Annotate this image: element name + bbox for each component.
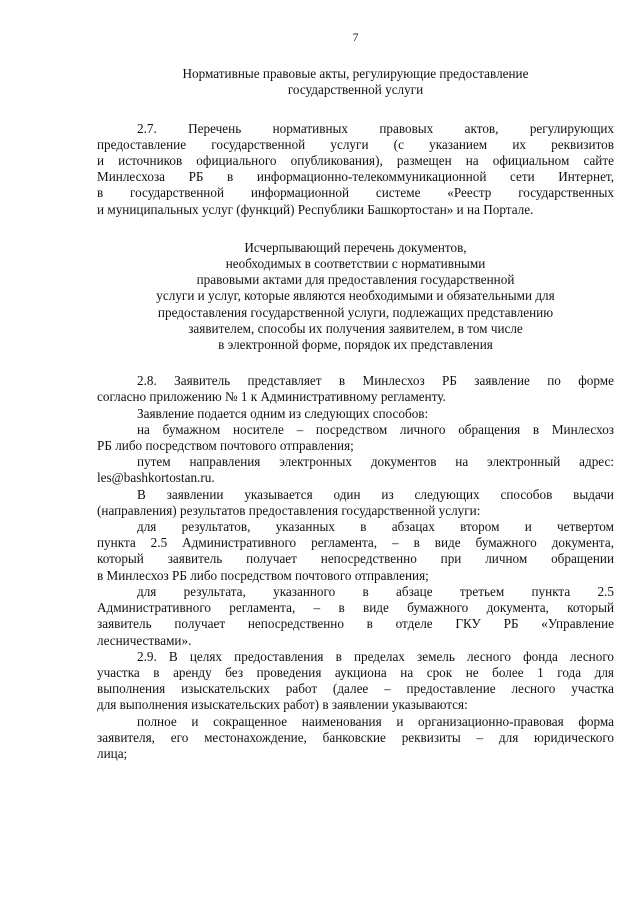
text-line: 2.7. Перечень нормативных правовых актов, регулирующих: [137, 120, 614, 136]
text-line: (направления) результатов предоставления государственной услуги:: [97, 502, 481, 518]
section-heading-documents: [97, 240, 614, 353]
heading-line: Исчерпывающий перечень документов,: [244, 239, 467, 255]
text-line: РБ либо посредством почтового отправления;: [97, 438, 354, 454]
text-line: пункта 2.5 Административного регламента, – в виде бумажного документа,: [97, 535, 614, 551]
text-line: который заявитель получает непосредственно при личном обращении: [97, 551, 614, 567]
heading-line: правовыми актами для предоставления государственной: [196, 272, 515, 288]
paragraph-submission-methods: [97, 406, 614, 422]
text-line: в Минлесхоз РБ либо посредством почтового отправления;: [97, 567, 429, 583]
text-line: и муниципальных услуг (функций) Республики Башкортостан» и на Портале.: [97, 201, 534, 217]
heading-line: государственной услуги: [287, 82, 424, 98]
heading-line: необходимых в соответствии с нормативными: [225, 256, 486, 272]
text-line: 2.9. В целях предоставления в пределах земель лесного фонда лесного: [137, 648, 614, 664]
page-number: 7: [352, 32, 359, 44]
text-line: заявитель получает непосредственно в отделе ГКУ РБ «Управление: [97, 616, 614, 632]
text-line: для результата, указанного в абзаце третьем пункта 2.5: [137, 583, 614, 599]
paragraph-result-department: [97, 584, 614, 649]
text-line: лесничествами».: [97, 632, 192, 648]
text-line: и источников официального опубликования), размещен на официальном сайте: [97, 153, 614, 169]
text-line: Административного регламента, – в виде бумажного документа, который: [97, 600, 614, 616]
heading-line: предоставления государственной услуги, подлежащих представлению: [157, 304, 554, 320]
text-line: В заявлении указывается один из следующих способов выдачи: [137, 486, 614, 502]
text-line: путем направления электронных документов на электронный адрес:: [137, 454, 614, 470]
paragraph-issue-methods: [97, 487, 614, 519]
text-line: 2.8. Заявитель представляет в Минлесхоз РБ заявление по форме: [137, 373, 614, 389]
paragraph-2-7: [97, 121, 614, 218]
text-line: в государственной информационной системе «Реестр государственных: [97, 185, 614, 201]
heading-line: в электронной форме, порядок их представления: [218, 337, 493, 353]
text-line: полное и сокращенное наименования и организационно-правовая форма: [137, 713, 614, 729]
text-line: Заявление подается одним из следующих способов:: [137, 405, 429, 421]
text-line: Минлесхоза РБ в информационно-телекоммуникационной сети Интернет,: [97, 169, 614, 185]
email-address: les@bashkortostan.ru.: [97, 470, 215, 486]
text-line: для выполнения изыскательских работ) в заявлении указываются:: [97, 697, 468, 713]
heading-line: услуги и услуг, которые являются необходимыми и обязательными для: [156, 288, 555, 304]
text-line: предоставление государственной услуги (с указанием их реквизитов: [97, 136, 614, 152]
heading-line: Нормативные правовые акты, регулирующие предоставление: [182, 66, 529, 82]
text-line: согласно приложению № 1 к Административному регламенту.: [97, 389, 446, 405]
paragraph-2-8: [97, 373, 614, 405]
text-line: заявителя, его местонахождение, банковские реквизиты – для юридического: [97, 729, 614, 745]
text-line: на бумажном носителе – посредством личного обращения в Минлесхоз: [137, 421, 614, 437]
text-line: для результатов, указанных в абзацах втором и четвертом: [137, 519, 614, 535]
text-line: участка в аренду без проведения аукциона на срок не более 1 года для: [97, 664, 614, 680]
text-line: выполнения изыскательских работ (далее – предоставление лесного участка: [97, 681, 614, 697]
section-heading-regulations: [97, 66, 614, 98]
paragraph-results-paper: [97, 519, 614, 584]
text-line: лица;: [97, 745, 128, 761]
paragraph-electronic-submission: [97, 454, 614, 486]
paragraph-2-9: [97, 649, 614, 714]
paragraph-applicant-names: [97, 714, 614, 763]
paragraph-paper-submission: [97, 422, 614, 454]
heading-line: заявителем, способы их получения заявителем, в том числе: [188, 320, 523, 336]
